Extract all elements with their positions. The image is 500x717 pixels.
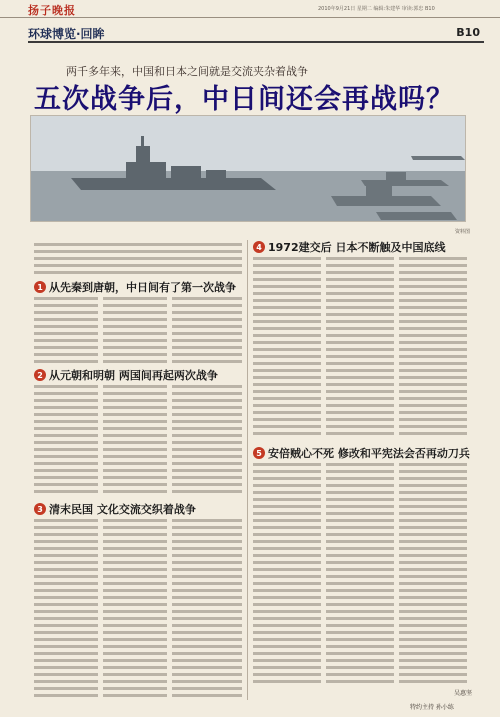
intro-paragraph [34,243,242,276]
body-column [326,257,394,439]
editor-credit: 特约主持 孙小练 [410,704,454,711]
body-column [253,463,321,683]
section-heading-5 [253,446,470,460]
body-column [326,463,394,683]
body-column [172,519,242,699]
body-column [103,385,167,497]
column-divider [247,240,248,700]
section-number-badge: 5 [253,447,265,459]
section-title: 从先秦到唐朝，中日间有了第一次战争 [49,281,236,294]
section-number-badge: 1 [34,281,46,293]
body-column [34,297,98,363]
section-title: 清末民国 文化交流交织着战争 [49,503,196,516]
photo-caption: 资料图 [454,229,470,235]
warship-illustration [31,116,466,222]
body-column [103,519,167,699]
section-title: 1972建交后 日本不断触及中国底线 [268,241,446,254]
section-heading-1 [34,280,236,294]
page-number: B10 [456,26,480,39]
section-heading-4 [253,240,445,254]
section-number-badge: 2 [34,369,46,381]
section-title: 从元朝和明朝 两国间再起两次战争 [49,369,218,382]
section-title: 安倍贼心不死 修改和平宪法会否再动刀兵 [268,447,470,460]
date-line: 2010年9月21日 星期二 编辑:朱建华 审读:郭忠 B10 [318,6,435,12]
body-column [34,385,98,497]
article-headline: 五次战争后，中日间还会再战吗？ [34,84,454,115]
section-heading-3 [34,502,196,516]
section-number-badge: 3 [34,503,46,515]
body-column [253,257,321,439]
section-number-badge: 4 [253,241,265,253]
section-bar [28,23,484,43]
body-column [172,385,242,497]
body-column [399,463,467,683]
masthead [0,0,500,18]
author-name: 吴惠坚 [454,690,473,697]
section-heading-2 [34,368,218,382]
paper-name: 扬子晚报 [28,4,76,17]
body-column [103,297,167,363]
article-subtitle: 两千多年来，中国和日本之间就是交流夹杂着战争 [66,65,308,78]
warship-photo [30,115,466,222]
body-column [399,257,467,439]
body-column [172,297,242,363]
body-column [34,519,98,699]
section-name: 环球博览·回眸 [28,27,105,41]
